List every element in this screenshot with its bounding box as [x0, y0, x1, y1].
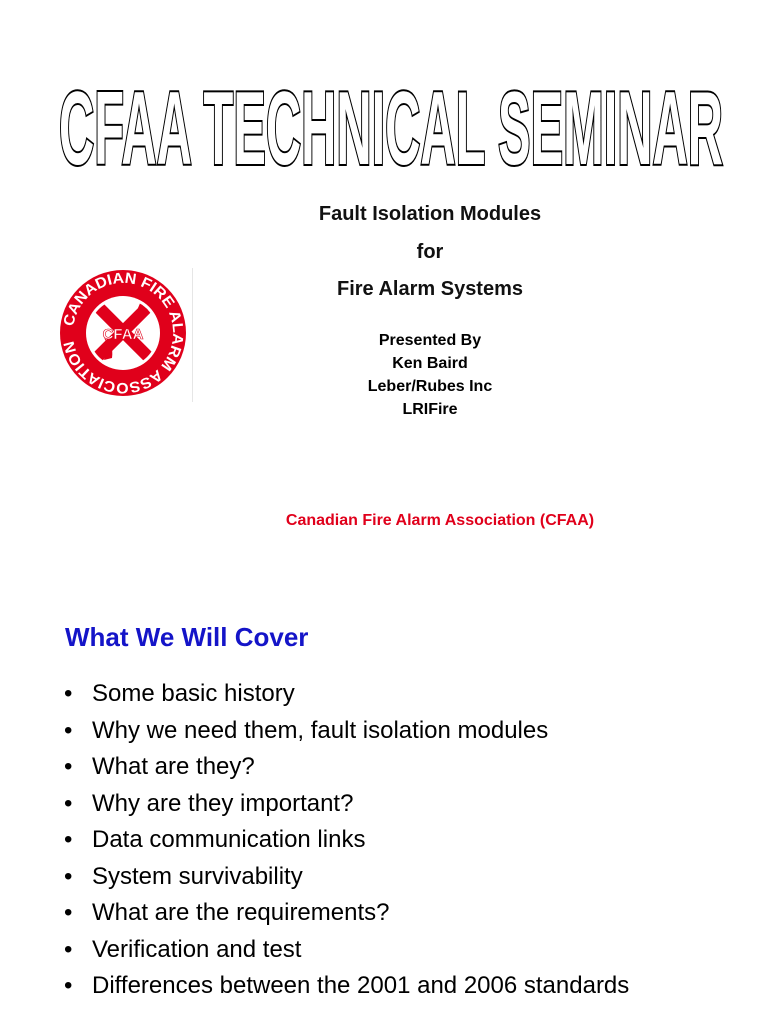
bullet-icon: • [64, 753, 73, 780]
presenter-brand: LRIFire [402, 401, 458, 418]
association-name: Canadian Fire Alarm Association (CFAA) [285, 512, 595, 529]
banner-title-text: CFAA TECHNICAL SEMINAR [59, 78, 723, 170]
bullet-icon: • [64, 935, 73, 963]
list-item [64, 895, 704, 932]
list-item-text: Some basic history [92, 680, 295, 707]
list-item [64, 676, 704, 713]
list-item-text: What are the requirements? [92, 899, 390, 926]
bullet-icon: • [64, 716, 73, 744]
bullet-icon: • [64, 972, 73, 999]
presenter-company: Leber/Rubes Inc [367, 378, 493, 395]
subtitle-line-1: Fault Isolation Modules [318, 203, 542, 225]
presenter-label: Presented By [378, 332, 482, 349]
subtitle-line-2: for [416, 241, 444, 263]
list-item-text: Why are they important? [92, 789, 354, 817]
bullet-icon: • [64, 789, 73, 817]
list-item [64, 822, 704, 859]
list-item [64, 932, 704, 969]
list-item-text: What are they? [92, 753, 255, 780]
list-item-text: System survivability [92, 862, 303, 890]
cfaa-logo-icon [58, 268, 188, 398]
bullet-icon: • [64, 680, 73, 707]
list-item-text: Why we need them, fault isolation modules [92, 716, 549, 744]
logo-divider [192, 268, 193, 402]
bullet-icon: • [64, 899, 73, 926]
list-item-text: Data communication links [92, 826, 366, 853]
list-item [64, 859, 704, 896]
list-item [64, 786, 704, 823]
bullet-icon: • [64, 826, 73, 853]
banner-title [56, 78, 726, 170]
list-item [64, 713, 704, 750]
presenter-name: Ken Baird [392, 355, 468, 372]
agenda-list [64, 676, 704, 1005]
logo-ring-text: CANADIAN FIRE ALARM ASSOCIATION [60, 269, 187, 397]
logo-center-text: CFAA [102, 326, 144, 343]
subtitle-line-3: Fire Alarm Systems [336, 278, 523, 300]
list-item [64, 968, 704, 1005]
list-item [64, 749, 704, 786]
agenda-title: What We Will Cover [65, 622, 309, 652]
list-item-text: Differences between the 2001 and 2006 standards [92, 972, 630, 999]
bullet-icon: • [64, 862, 73, 890]
list-item-text: Verification and test [92, 935, 302, 963]
